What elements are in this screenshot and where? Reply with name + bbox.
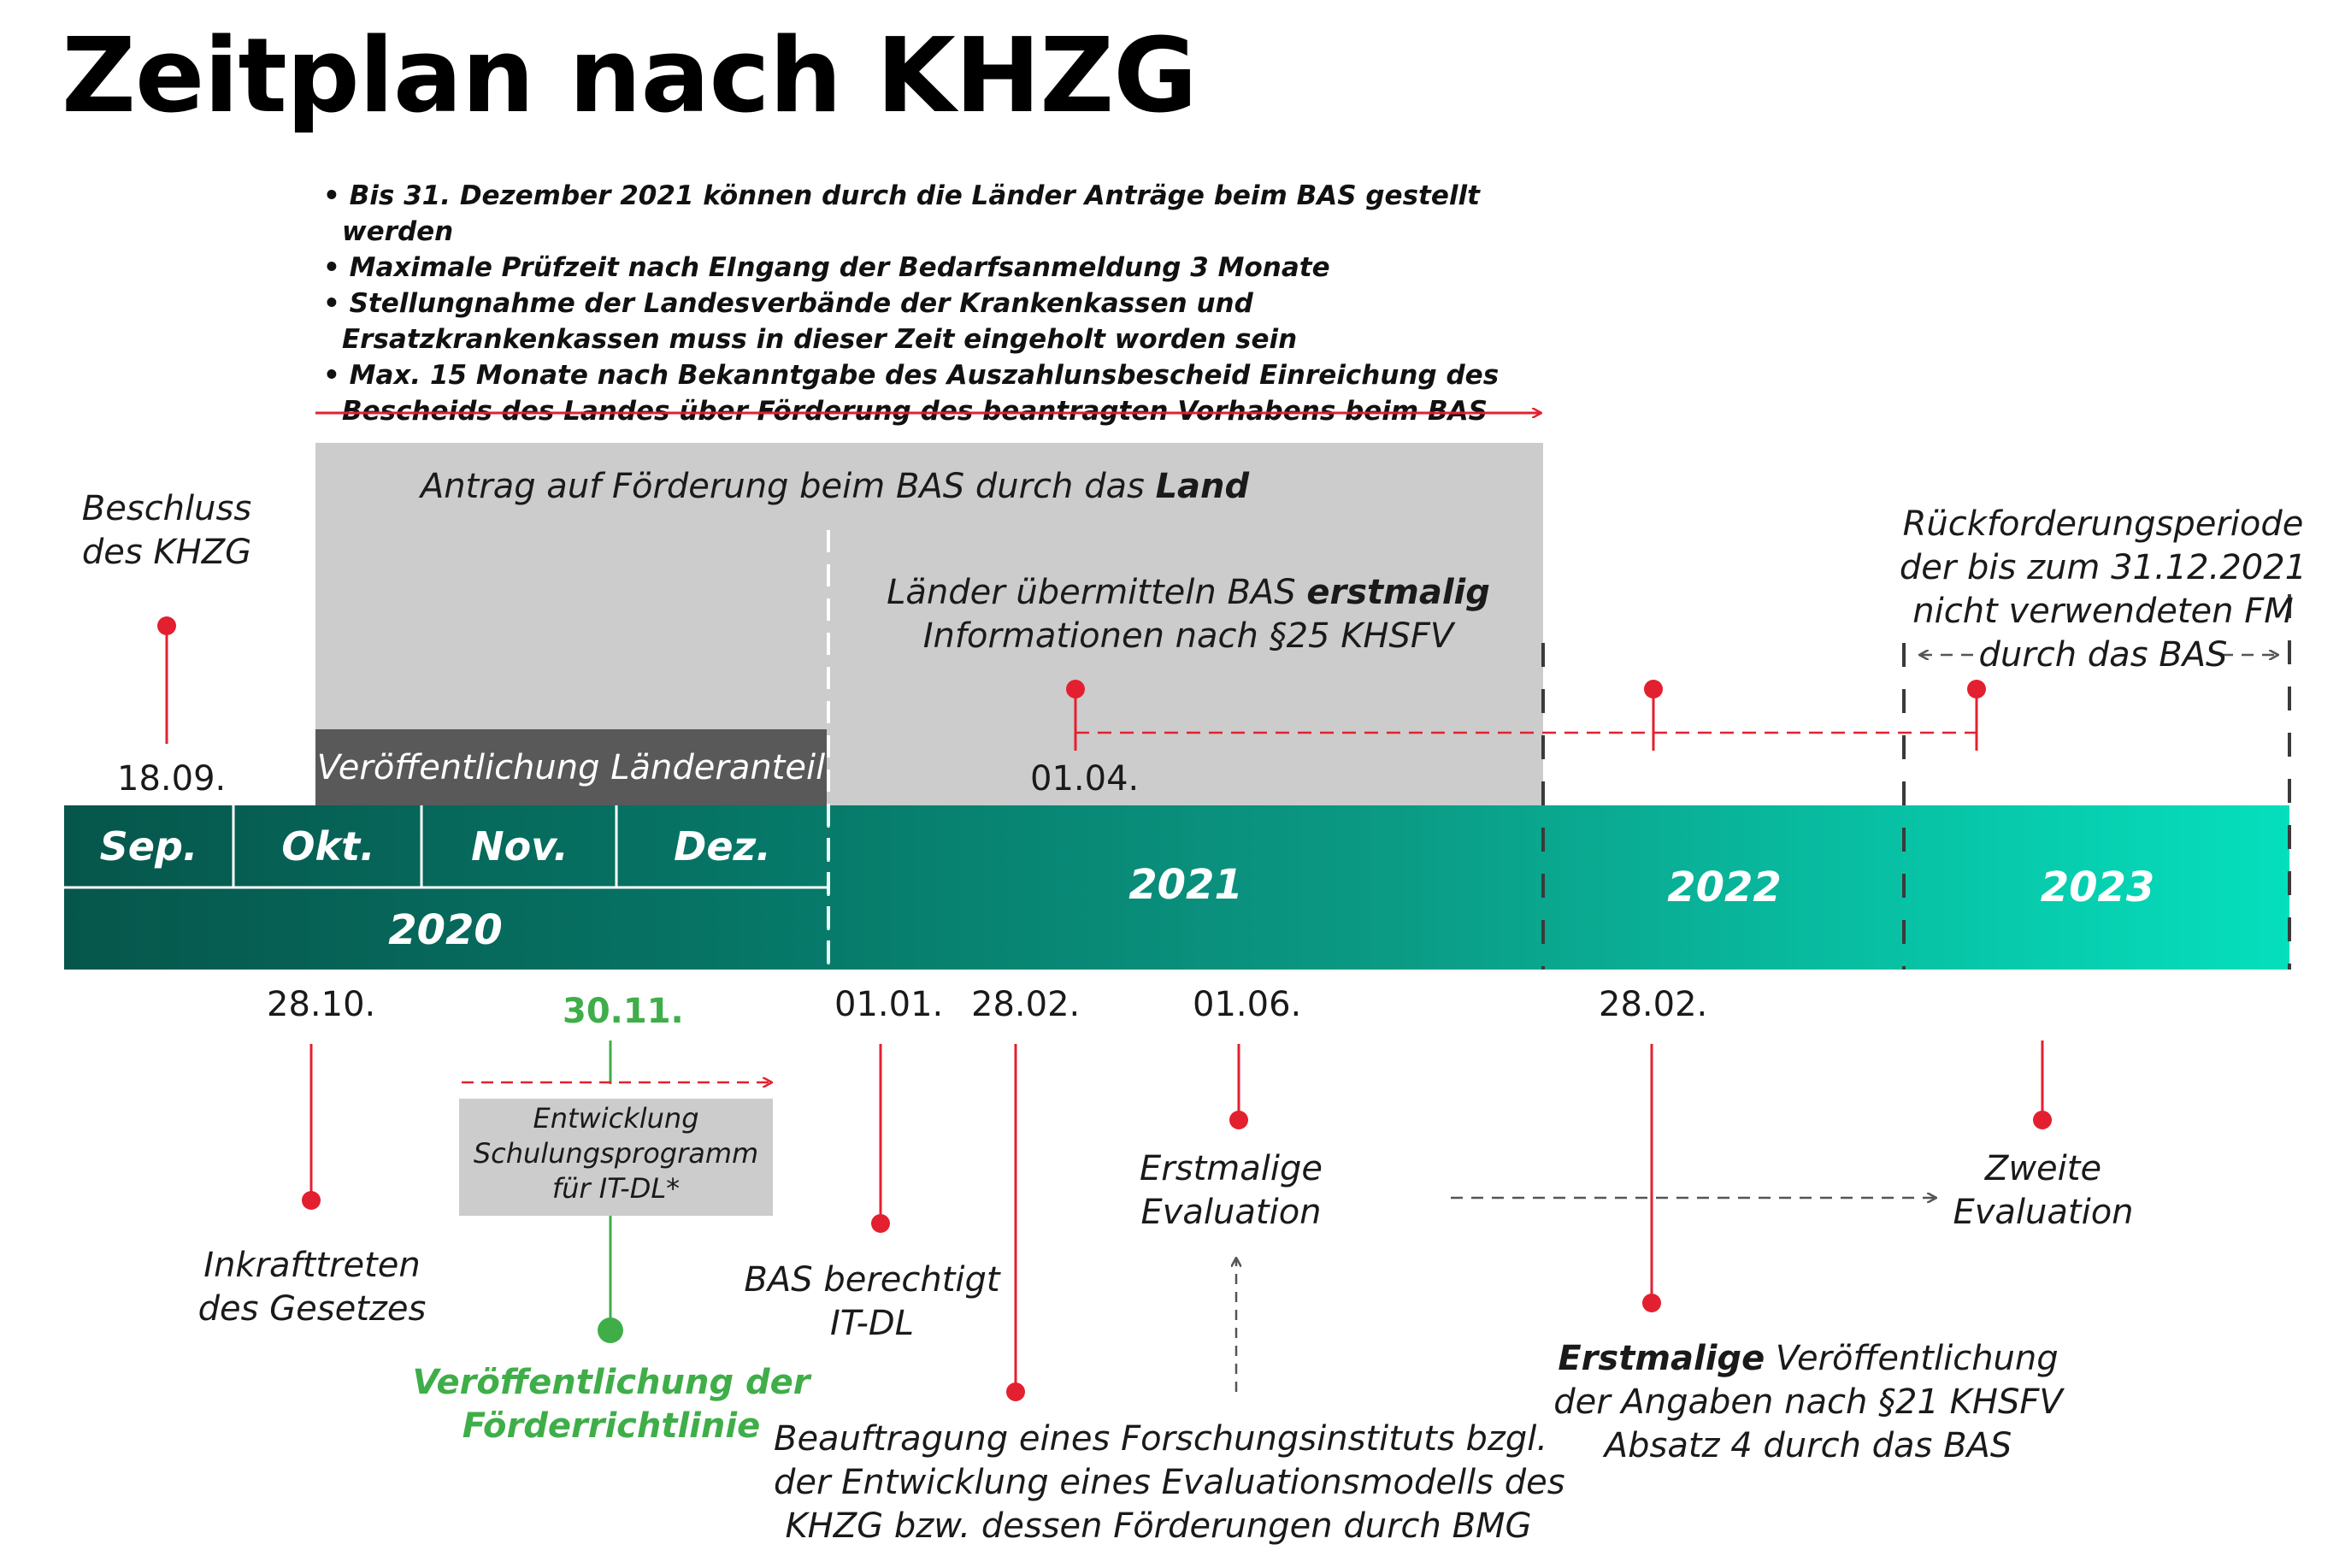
- marker-dot: [2033, 1111, 2052, 1129]
- date-30-11: 30.11.: [563, 992, 684, 1031]
- date-28-10: 28.10.: [267, 985, 376, 1024]
- veroeff-rest: Veröffentlichung: [1765, 1339, 2059, 1378]
- evaluation2-label: [1932, 1147, 2154, 1235]
- date-28-02-2022: 28.02.: [1599, 985, 1708, 1024]
- year-2021: 2021: [1128, 861, 1243, 909]
- beschluss-line1: Beschluss: [81, 489, 252, 528]
- laender-info-pre: Länder übermitteln BAS: [887, 573, 1307, 612]
- date-01-01: 01.01.: [834, 985, 944, 1024]
- beauftragung-line2: der Entwicklung eines Evaluationsmodells des: [774, 1463, 1565, 1502]
- year-2022: 2022: [1667, 864, 1782, 911]
- bas-berechtigt-line2: IT-DL: [829, 1304, 915, 1343]
- year-2023: 2023: [2040, 864, 2155, 911]
- inkraft-line1: Inkrafttreten: [203, 1246, 421, 1285]
- marker-dot: [157, 616, 176, 635]
- schulung-line3: für IT-DL*: [551, 1172, 681, 1205]
- inkraft-label: [171, 1244, 453, 1331]
- month-dez: Dez.: [674, 823, 771, 869]
- foerder-line2: Förderrichtlinie: [462, 1406, 761, 1446]
- bas-berechtigt-label: [735, 1259, 1009, 1346]
- laenderanteil-box: Veröffentlichung Länderanteil: [315, 729, 827, 806]
- antrag-label-bold: Land: [1155, 467, 1250, 506]
- veroeff-bold: Erstmalige: [1558, 1339, 1765, 1378]
- evaluation1-line1: Erstmalige: [1140, 1149, 1323, 1188]
- date-01-04: 01.04.: [1030, 759, 1140, 799]
- marker-dot: [1006, 1382, 1025, 1401]
- laender-info-label: [855, 571, 1522, 658]
- marker-dot: [302, 1191, 321, 1210]
- rueckforderung-line1: Rückforderungsperiode: [1902, 504, 2304, 544]
- rueckforderung-label: [1889, 503, 2317, 677]
- rueckforderung-line4: durch das BAS: [1978, 635, 2228, 675]
- marker-dot: [1967, 680, 1986, 699]
- foerder-line1: Veröffentlichung der: [412, 1363, 810, 1402]
- date-01-06: 01.06.: [1193, 985, 1302, 1024]
- beauftragung-line1: Beauftragung eines Forschungsinstituts bzgl.: [774, 1419, 1548, 1459]
- month-sep: Sep.: [99, 823, 198, 869]
- date-18-09: 18.09.: [117, 759, 227, 799]
- bullet-item: • Maximale Prüfzeit nach EIngang der Bedarfsanmeldung 3 Monate: [323, 252, 1330, 283]
- rueckforderung-line3: nicht verwendeten FM: [1912, 592, 2294, 631]
- beschluss-line2: des KHZG: [81, 533, 252, 572]
- veroeff-line3: Absatz 4 durch das BAS: [1604, 1426, 2012, 1465]
- antrag-label-text: Antrag auf Förderung beim BAS durch das: [420, 467, 1156, 506]
- schulung-line1: Entwicklung: [533, 1102, 699, 1135]
- month-nov: Nov.: [471, 823, 569, 869]
- laender-info-bold: erstmalig: [1306, 573, 1490, 612]
- schulung-line2: Schulungsprogramm: [473, 1137, 759, 1170]
- month-okt: Okt.: [281, 823, 375, 869]
- marker-dot: [1644, 680, 1663, 699]
- evaluation1-line2: Evaluation: [1140, 1193, 1322, 1232]
- bullet-item: • Stellungnahme der Landesverbände der Krankenkassen und Ersatzkrankenkassen muss in dieser Zeit eingeholt worden sein: [323, 288, 1298, 355]
- bullet-item: • Bis 31. Dezember 2021 können durch die Länder Anträge beim BAS gestellt werden: [323, 180, 1480, 247]
- date-28-02-2021: 28.02.: [971, 985, 1081, 1024]
- laender-info-line1: [855, 571, 1522, 615]
- veroeff-line1: [1513, 1337, 2103, 1381]
- month-separators: [64, 805, 828, 887]
- marker-dot: [1229, 1111, 1248, 1129]
- year-2020: 2020: [388, 906, 503, 954]
- bullet-item: • Max. 15 Monate nach Bekanntgabe des Auszahlunsbescheid Einreichung des Bescheids des Landes über Förderung des beantragten Vorhabens beim BAS: [323, 360, 1500, 427]
- rueckforderung-line2: der bis zum 31.12.2021: [1899, 548, 2307, 587]
- schulung-box: [459, 1099, 773, 1216]
- marker-dot: [871, 1214, 890, 1233]
- laender-info-line2: Informationen nach §25 KHSFV: [922, 616, 1454, 656]
- bas-berechtigt-line1: BAS berechtigt: [744, 1260, 1000, 1300]
- evaluation2-line1: Zweite: [1984, 1149, 2102, 1188]
- veroeff-line2: der Angaben nach §21 KHSFV: [1553, 1382, 2063, 1422]
- veroeff-label: [1513, 1337, 2103, 1468]
- marker-dot-green: [598, 1317, 623, 1343]
- marker-dot: [1066, 680, 1085, 699]
- beauftragung-label: [774, 1418, 1565, 1548]
- foerder-label: [410, 1361, 812, 1448]
- inkraft-line2: des Gesetzes: [197, 1289, 427, 1329]
- marker-dot: [1642, 1294, 1661, 1312]
- evaluation1-label: [1111, 1147, 1351, 1235]
- beauftragung-line3: KHZG bzw. dessen Förderungen durch BMG: [785, 1506, 1532, 1546]
- beschluss-label: [51, 487, 282, 575]
- evaluation2-line2: Evaluation: [1953, 1193, 2134, 1232]
- page-title: Zeitplan nach KHZG: [62, 17, 1197, 136]
